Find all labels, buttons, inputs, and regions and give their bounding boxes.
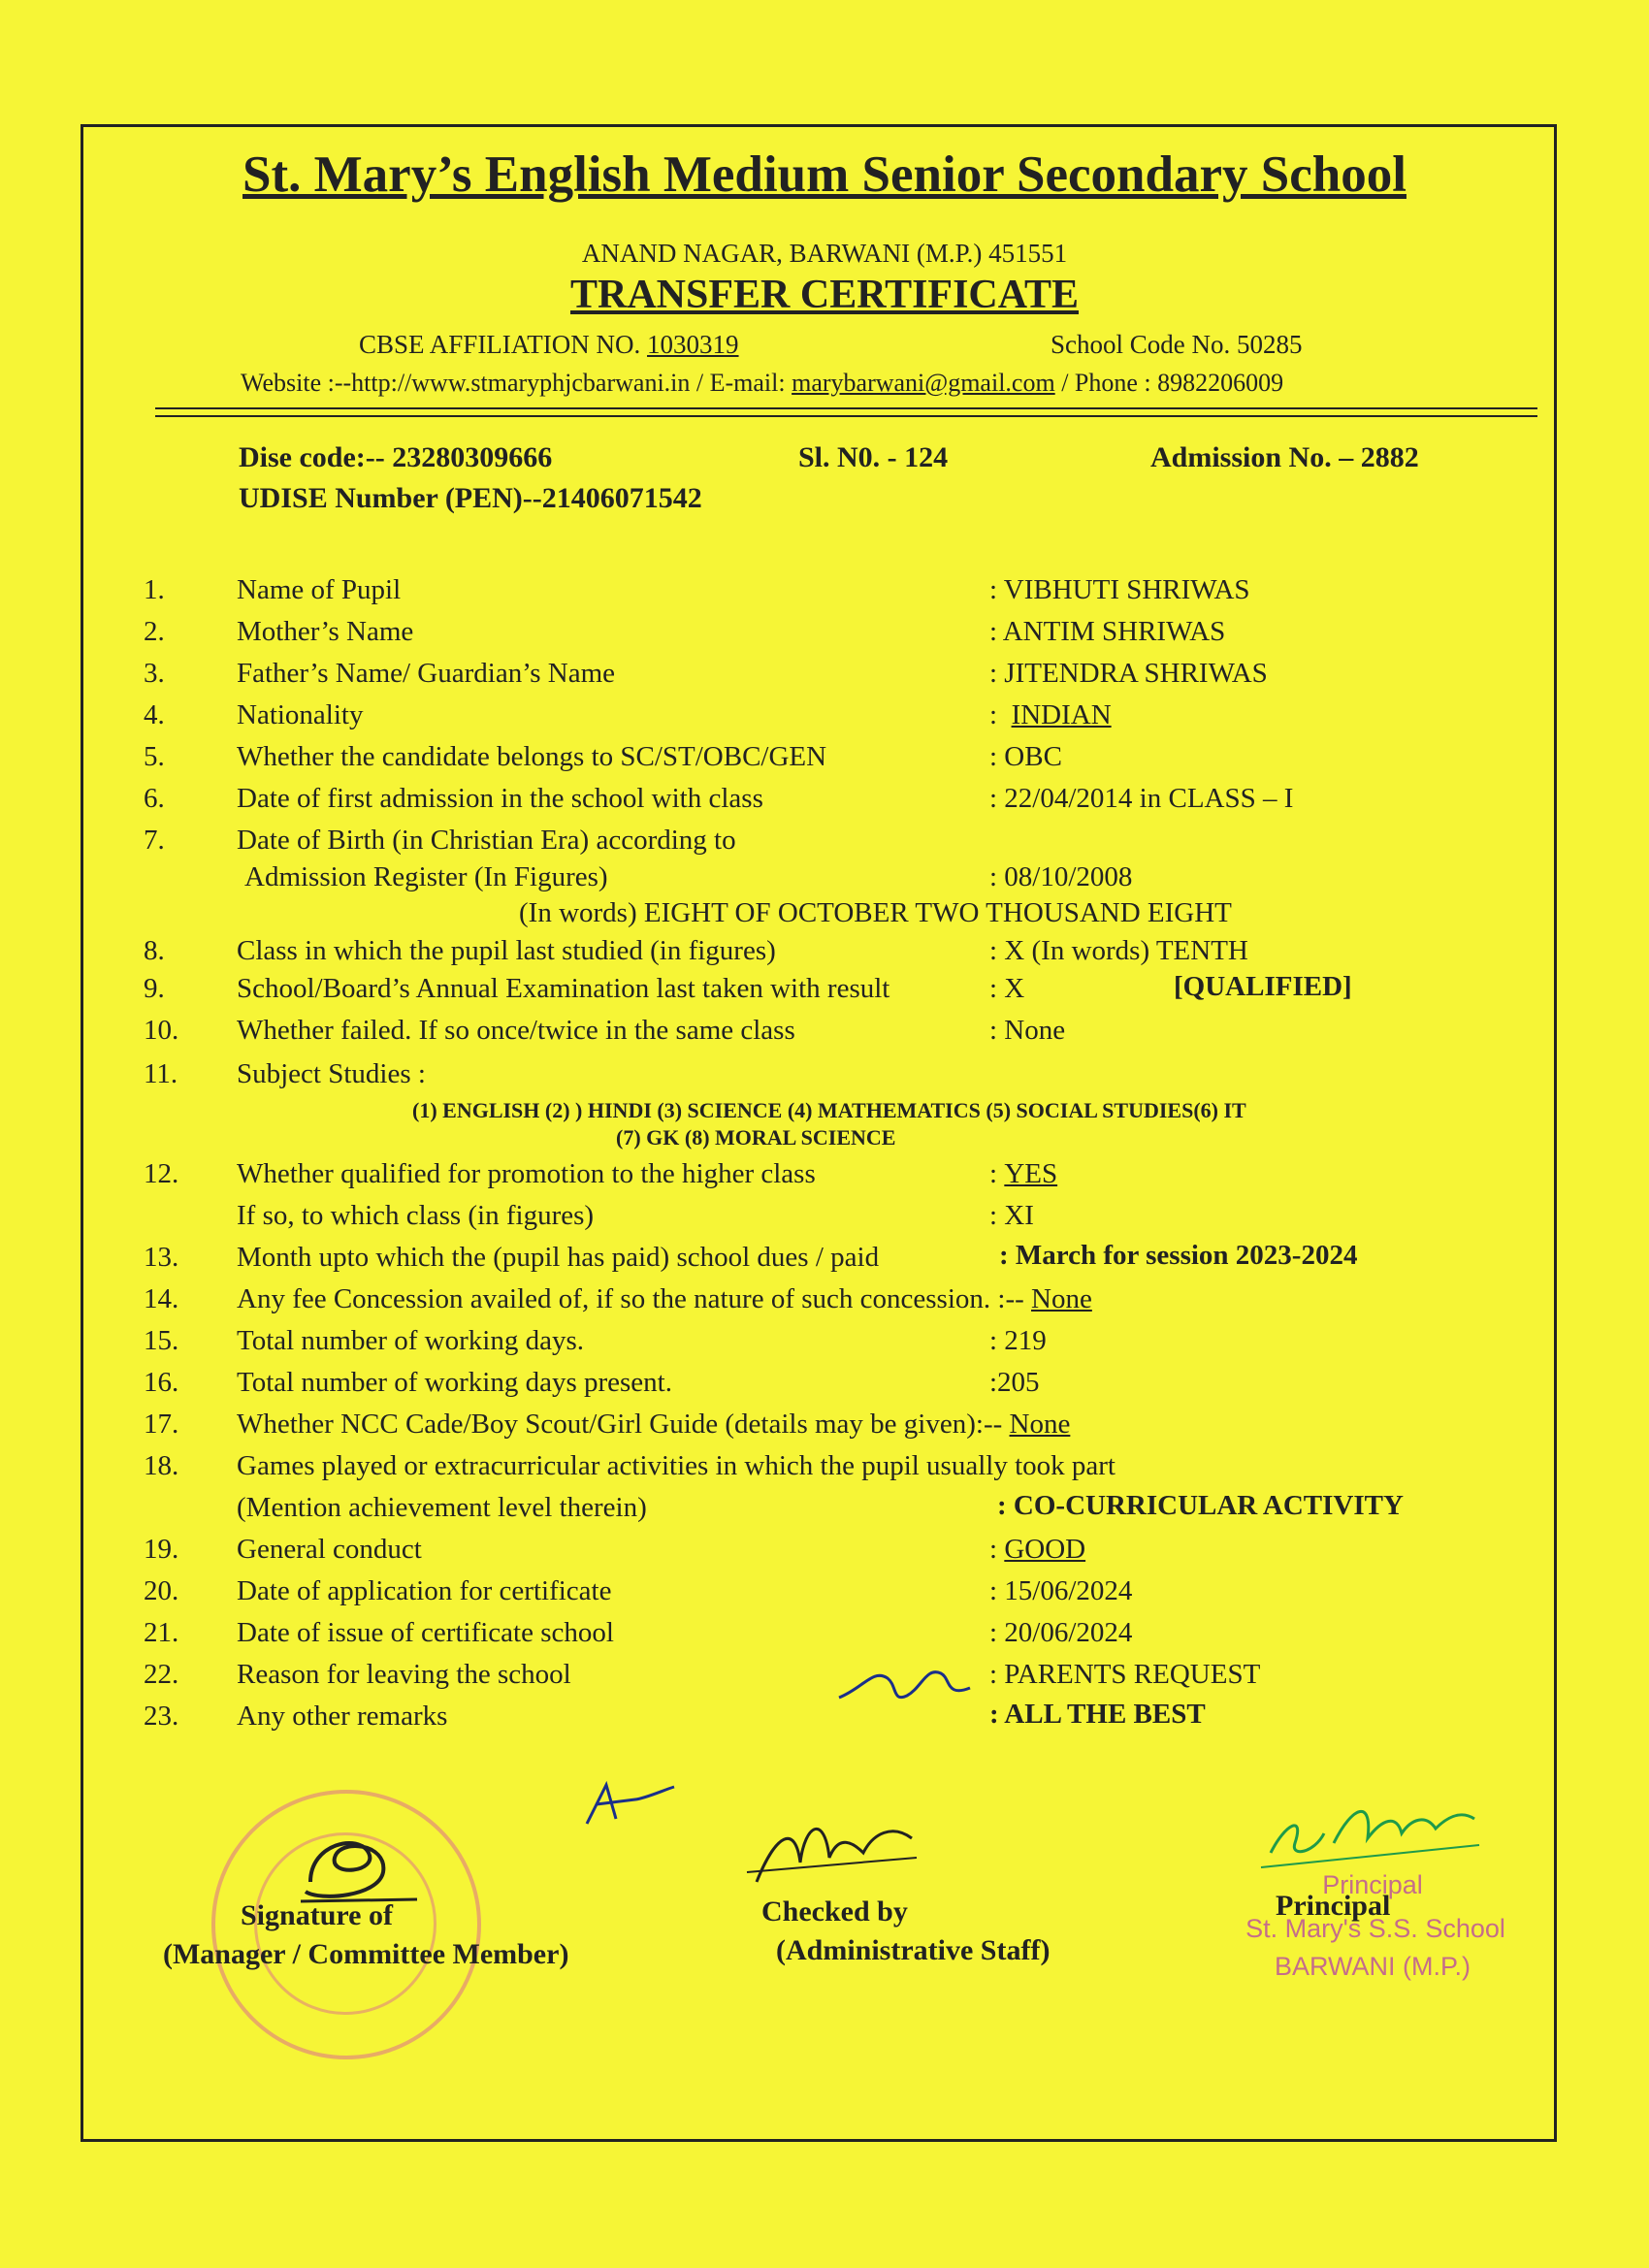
item-value: : YES	[989, 1158, 1058, 1189]
item-label: Whether failed. If so once/twice in the same class	[237, 1015, 795, 1046]
affiliation-number: 1030319	[647, 330, 739, 359]
item-label: Total number of working days.	[237, 1325, 584, 1356]
item-value: : CO-CURRICULAR ACTIVITY	[997, 1490, 1404, 1521]
subjects-line-2: (7) GK (8) MORAL SCIENCE	[616, 1125, 896, 1150]
staff-signature-caption: (Administrative Staff)	[776, 1934, 1051, 1966]
item-label: Mother’s Name	[237, 616, 414, 647]
item-number: 20.	[144, 1575, 179, 1606]
item-label: Date of application for certificate	[237, 1575, 612, 1606]
manager-signature	[291, 1824, 427, 1911]
item-label: Whether NCC Cade/Boy Scout/Girl Guide (details may be given):-- None	[237, 1409, 1071, 1440]
item-value: : GOOD	[989, 1534, 1086, 1565]
item-number: 13.	[144, 1242, 179, 1273]
dise-code: Dise code:-- 23280309666	[239, 441, 553, 473]
item-label-continued: (Mention achievement level therein)	[237, 1492, 647, 1523]
item-number: 15.	[144, 1325, 179, 1356]
item-label: Date of issue of certificate school	[237, 1617, 614, 1648]
principal-stamp-place: BARWANI (M.P.)	[1274, 1952, 1471, 1981]
item-value: : March for session 2023-2024	[999, 1240, 1358, 1271]
item-number: 19.	[144, 1534, 179, 1565]
serial-number: Sl. N0. - 124	[798, 441, 949, 473]
affiliation: CBSE AFFILIATION NO. 1030319	[359, 330, 739, 359]
school-address: ANAND NAGAR, BARWANI (M.P.) 451551	[581, 239, 1068, 268]
exam-result: [QUALIFIED]	[1174, 971, 1352, 1002]
item-value: : 20/06/2024	[989, 1617, 1133, 1648]
item-number: 8.	[144, 935, 165, 966]
principal-signature	[1256, 1785, 1489, 1872]
item-number: 4.	[144, 699, 165, 730]
item-label: Any other remarks	[237, 1701, 448, 1732]
item-label: Any fee Concession availed of, if so the nature of such concession. :-- None	[237, 1283, 1092, 1314]
item-label: Nationality	[237, 699, 364, 730]
item-label-continued: If so, to which class (in figures)	[237, 1200, 595, 1231]
item-value: : None	[989, 1015, 1066, 1046]
udise-number: UDISE Number (PEN)--21406071542	[239, 482, 702, 514]
item-label: Date of first admission in the school with class	[237, 783, 763, 814]
admission-number: Admission No. – 2882	[1150, 441, 1419, 473]
manager-signature-caption: (Manager / Committee Member)	[163, 1938, 569, 1970]
item-label: Reason for leaving the school	[237, 1659, 571, 1690]
item-number: 14.	[144, 1283, 179, 1314]
item-number: 12.	[144, 1158, 179, 1189]
school-code: School Code No. 50285	[1051, 330, 1303, 359]
item-number: 16.	[144, 1367, 179, 1398]
item-number: 2.	[144, 616, 165, 647]
item-value: : PARENTS REQUEST	[989, 1659, 1261, 1690]
item-number: 3.	[144, 658, 165, 689]
item-value: : JITENDRA SHRIWAS	[989, 658, 1268, 689]
item-number: 6.	[144, 783, 165, 814]
item-value: : INDIAN	[989, 699, 1112, 730]
item-value: : ANTIM SHRIWAS	[989, 616, 1226, 647]
item-value: : 219	[989, 1325, 1047, 1356]
item-number: 5.	[144, 741, 165, 772]
item-value: : 15/06/2024	[989, 1575, 1133, 1606]
item-value: : ALL THE BEST	[989, 1699, 1206, 1730]
item-value: : 08/10/2008	[989, 861, 1133, 892]
item-value: : 22/04/2014 in CLASS – I	[989, 783, 1294, 814]
item-label: Total number of working days present.	[237, 1367, 672, 1398]
item-number: 1.	[144, 574, 165, 605]
item-label: Class in which the pupil last studied (in figures)	[237, 935, 776, 966]
subjects-line-1: (1) ENGLISH (2) ) HINDI (3) SCIENCE (4) MATHEMATICS (5) SOCIAL STUDIES(6) IT	[412, 1098, 1246, 1122]
item-number: 11.	[144, 1058, 178, 1089]
item-number: 22.	[144, 1659, 179, 1690]
item-label: Whether the candidate belongs to SC/ST/OBC/GEN	[237, 741, 827, 772]
item-number: 17.	[144, 1409, 179, 1440]
item-value: :205	[989, 1367, 1040, 1398]
item-label: General conduct	[237, 1534, 422, 1565]
initials-scribble	[834, 1649, 980, 1717]
item-number: 18.	[144, 1450, 179, 1481]
item-label-continued: Admission Register (In Figures)	[244, 861, 608, 892]
manager-signature-label: Signature of	[241, 1899, 393, 1931]
item-label: Whether qualified for promotion to the higher class	[237, 1158, 816, 1189]
dob-in-words: (In words) EIGHT OF OCTOBER TWO THOUSAND EIGHT	[519, 897, 1232, 928]
email-address: marybarwani@gmail.com	[792, 369, 1055, 397]
header-rule	[155, 407, 1537, 409]
item-label: School/Board’s Annual Examination last taken with result	[237, 973, 890, 1004]
item-label: Games played or extracurricular activities in which the pupil usually took part	[237, 1450, 1116, 1481]
item-label: Father’s Name/ Guardian’s Name	[237, 658, 616, 689]
item-number: 23.	[144, 1701, 179, 1732]
item-label: Name of Pupil	[237, 574, 402, 605]
item-value: : VIBHUTI SHRIWAS	[989, 574, 1250, 605]
item-label: Date of Birth (in Christian Era) according to	[237, 825, 736, 856]
principal-stamp-title: Principal	[1322, 1870, 1423, 1899]
item-number: 21.	[144, 1617, 179, 1648]
header-rule	[155, 415, 1537, 417]
item-value: : XI	[989, 1200, 1034, 1231]
certificate-title: TRANSFER CERTIFICATE	[570, 273, 1079, 317]
item-label: Subject Studies :	[237, 1058, 426, 1089]
item-number: 7.	[144, 825, 165, 856]
item-value: : X	[989, 973, 1025, 1004]
contact-line: Website :--http://www.stmaryphjcbarwani.in / E-mail: marybarwani@gmail.com / Phone : 8982206009	[241, 369, 1284, 397]
item-value: : OBC	[989, 741, 1062, 772]
item-number: 9.	[144, 973, 165, 1004]
item-value: : X (In words) TENTH	[989, 935, 1248, 966]
initials-signature	[577, 1775, 684, 1843]
principal-stamp-school: St. Mary's S.S. School	[1245, 1914, 1505, 1943]
staff-signature	[737, 1804, 931, 1901]
item-number: 10.	[144, 1015, 179, 1046]
principal-signature-label: Principal	[1276, 1890, 1391, 1922]
staff-signature-label: Checked by	[761, 1895, 908, 1928]
school-name: St. Mary’s English Medium Senior Secondary School	[242, 146, 1406, 203]
item-label: Month upto which the (pupil has paid) school dues / paid	[237, 1242, 880, 1273]
